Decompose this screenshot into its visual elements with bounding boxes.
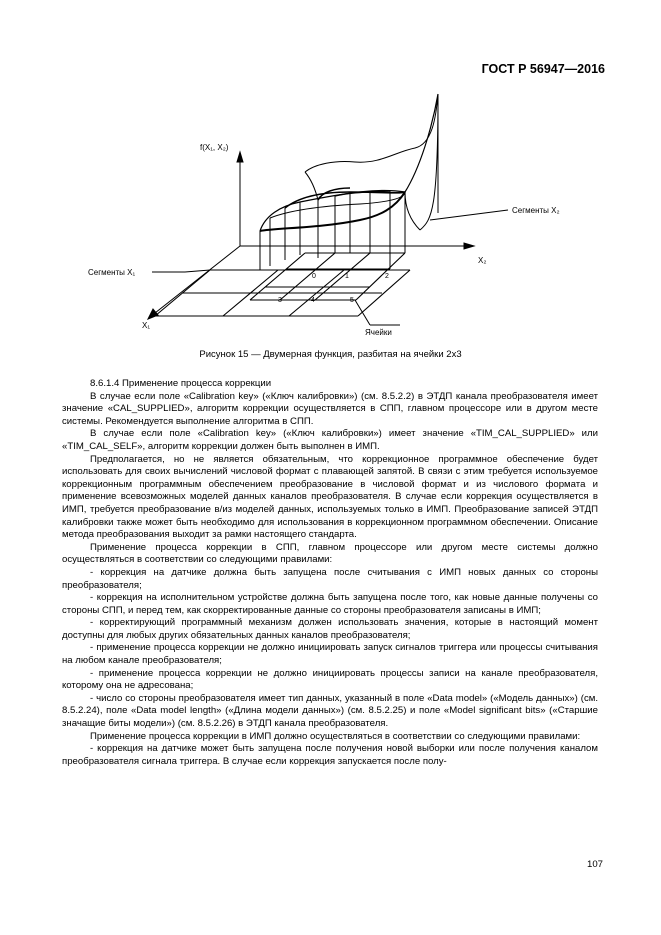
cell-number: 0 [312, 273, 316, 280]
paragraph: В случае если поле «Calibration key» («Ключ калибровки») имеет значение «TIM_CAL_SUPPLIED» или «TIM_CAL_SELF», алгоритм коррекции должен быть выполнен в ИМП. [62, 428, 598, 452]
list-item: - корректирующий программный механизм должен использовать значения, которые в настоящий момент доступны для любых других обязательных данных каналов преобразователя; [62, 617, 598, 641]
label-segments-x2: Сегменты X₂ [512, 206, 560, 215]
list-item: - коррекция на датчике может быть запущена после получения новой выборки или после получения каналом преобразователя сигнала триггера. В случае если коррекция запускается после полу- [62, 743, 598, 767]
paragraph: Применение процесса коррекции в СПП, главном процессоре или другом месте системы должно осуществляться в соответствии со следующими правилами: [62, 541, 598, 566]
axis-x1-arrow [148, 309, 158, 319]
figure-2d-function [60, 88, 600, 348]
list-item: - коррекция на датчике должна быть запущена после считывания с ИМП новых данных со стороны преобразователя; [62, 566, 598, 591]
section-heading: 8.6.1.4 Применение процесса коррекции [90, 378, 272, 389]
axis-f-arrow [237, 152, 243, 162]
leader-cells-a [355, 300, 370, 325]
standard-header: ГОСТ Р 56947—2016 [481, 62, 605, 76]
cell-number: 4 [311, 297, 315, 304]
label-fx: f(X₁, X₂) [200, 143, 229, 152]
function-surface [260, 94, 438, 270]
paragraph: Предполагается, но не является обязательным, что коррекционное программное обеспечение будет использовать для своих вычислений числовой формат с плавающей запятой. В связи с этим требуется используемое коррекционным программным обеспечением преобразование в числовой формат и из числового формата и применение всевозможных моделей данных каналов преобразователя. В случае если коррекция осуществляется в ИМП, требуется преобразование в/из моделей данных, используемых только в ИМП. Преобразование записей ЭТДП калибровки также может быть необходимо для использования в коррекционном программном обеспечении. Описание метода преобразования выходит за рамки настоящего стандарта. [62, 453, 598, 541]
label-axis-x1: X₁ [142, 321, 151, 330]
label-axis-x2: X₂ [478, 256, 487, 265]
paragraph: В случае если поле «Calibration key» («Ключ калибровки») (см. 8.5.2.2) в ЭТДП канала преобразователя имеет значение «CAL_SUPPLIED», алгоритм коррекции осуществляется в СПП, главном процессоре или в другом месте системы. Рекомендуется выполнение алгоритма в СПП. [62, 390, 598, 427]
body-text [62, 378, 598, 768]
leader-segments-x1b [185, 270, 210, 272]
list-item: - коррекция на исполнительном устройстве должна быть запущена после того, как новые данные получены со стороны СПП, и перед тем, как скорректированные данные со стороны преобразователя записаны в ИМП; [62, 592, 598, 616]
cell-number: 1 [345, 273, 349, 280]
leader-segments-x2 [430, 210, 508, 220]
axis-x1 [155, 246, 240, 313]
axis-x2-arrow [464, 243, 474, 249]
cell-number: 3 [278, 297, 282, 304]
label-cells: Ячейки [365, 328, 392, 337]
cell-number: 5 [350, 297, 354, 304]
list-item: - число со стороны преобразователя имеет тип данных, указанный в поле «Data model» («Модель данных») (см. 8.5.2.24), поле «Data model length» («Длина модели данных») (см. 8.5.2.25) и поле «Model significant bits» («Старшие значащие биты модели») (см. 8.5.2.26) в ЭТДП канала преобразователя. [62, 692, 598, 730]
list-item: - применение процесса коррекции не должно инициировать процессы записи на канале преобразователя, которому она не адресована; [62, 667, 598, 692]
paragraph: Применение процесса коррекции в ИМП должно осуществляться в соответствии со следующими правилами: [90, 730, 581, 742]
page-number: 107 [586, 859, 603, 870]
figure-caption: Рисунок 15 — Двумерная функция, разбитая на ячейки 2х3 [199, 349, 462, 360]
cell-number: 2 [385, 273, 389, 280]
list-item: - применение процесса коррекции не должно инициировать запуск сигналов триггера или процессы считывания на любом канале преобразователя; [62, 642, 598, 667]
function-diagram [60, 88, 600, 348]
base-grid [155, 253, 410, 316]
label-segments-x1: Сегменты X₁ [88, 268, 136, 277]
